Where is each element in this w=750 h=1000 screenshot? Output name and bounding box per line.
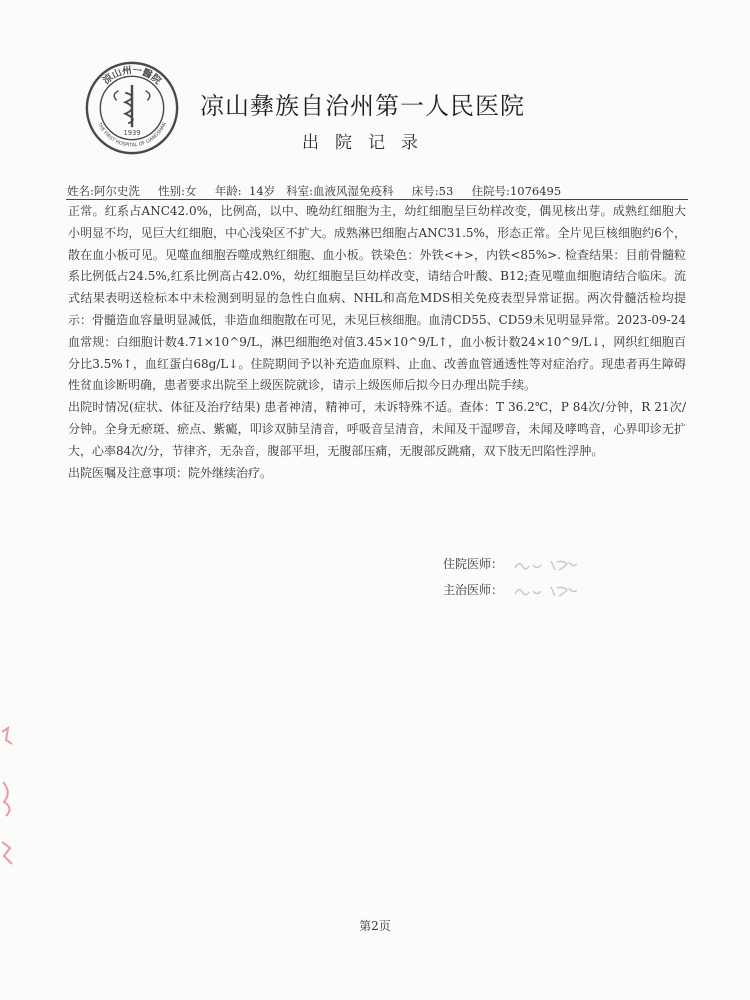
sex-label: 性别: xyxy=(158,184,186,198)
admission-label: 住院号: xyxy=(471,184,510,198)
document-title: 出院记录 xyxy=(302,133,434,153)
patient-name: 阿尔史洗 xyxy=(93,184,140,198)
hospital-name: 凉山彝族自治州第一人民医院 xyxy=(200,92,525,120)
logo-en-text: THE FIRST HOSPITAL OF LIANGSHAN xyxy=(96,122,168,149)
hospital-logo xyxy=(84,60,180,156)
patient-age: 14岁 xyxy=(249,184,276,198)
patient-info-line xyxy=(67,183,687,199)
resident-signature-icon xyxy=(511,556,583,574)
discharge-condition-paragraph: 出院时情况(症状、体征及治疗结果) 患者神清，精神可，未诉特殊不适。查体：T 36.2℃，P 84次/分钟，R 21次/分钟。全身无瘀斑、瘀点、紫癜，叩诊双肺呈清音，呼吸音呈清音，未闻及干湿啰音，未闻及哮鸣音，心界叩诊无扩大，心率84次/分，节律齐，无杂音，腹部平坦，无腹部压痛，无腹部反跳痛，双下肢无凹陷性浮肿。 xyxy=(68,400,686,458)
header-divider xyxy=(66,199,688,200)
patient-bed: 53 xyxy=(438,184,454,198)
age-label: 年龄: xyxy=(214,184,242,198)
name-label: 姓名: xyxy=(67,184,94,198)
page-number: 第2页 xyxy=(359,919,391,933)
resident-label: 住院医师： xyxy=(443,557,504,571)
resident-signature-row xyxy=(443,555,583,574)
patient-dept: 血液风湿免疫科 xyxy=(312,184,394,198)
bed-label: 床号: xyxy=(411,184,439,198)
exam-findings-paragraph: 正常。红系占ANC42.0%，比例高，以中、晚幼红细胞为主，幼红细胞呈巨幼样改变，偶见核出芽。成熟红细胞大小明显不均，见巨大红细胞，中心浅染区不扩大。成熟淋巴细胞占ANC31.5%，形态正常。全片见巨核细胞约6个，散在血小板可见。见噬血细胞吞噬成熟红细胞、血小板。铁染色：外铁<+>，内铁<85%>. 检查结果：目前骨髓粒系比例低占24.5%,红系比例高占42.0%，幼红细胞呈巨幼样改变，请结合叶酸、B12;查见噬血细胞请结合临床。流式结果表明送检标本中未检测到明显的急性白血病、NHL和高危MDS相关免疫表型异常证据。两次骨髓活检均提示：骨髓造血容量明显减低，非造血细胞散在可见，未见巨核细胞。血清CD55、CD59未见明显异常。2023-09-24 血常规：白细胞计数4.71×10^9/L，淋巴细胞绝对值3.45×10^9/L↑，血小板计数24×10^9/L↓，网织红细胞百分比3.5%↑，血红蛋白68g/L↓。住院期间予以补充造血原料、止血、改善血管通透性等对症治疗。现患者再生障碍性贫血诊断明确，患者要求出院至上级医院就诊，请示上级医师后拟今日办理出院手续。 xyxy=(68,204,686,393)
attending-signature-icon xyxy=(511,582,583,600)
dept-label: 科室: xyxy=(286,184,313,198)
attending-label: 主治医师： xyxy=(443,583,504,597)
discharge-orders-paragraph: 出院医嘱及注意事项：院外继续治疗。 xyxy=(68,465,273,480)
logo-text: 涼山州一醫院 xyxy=(101,65,163,87)
admission-number: 1076495 xyxy=(509,184,562,198)
patient-sex: 女 xyxy=(185,184,197,198)
logo-year: 1939 xyxy=(123,128,141,137)
record-body xyxy=(68,201,686,484)
attending-signature-row xyxy=(443,581,583,600)
red-stamp-edge-icon xyxy=(0,722,20,872)
